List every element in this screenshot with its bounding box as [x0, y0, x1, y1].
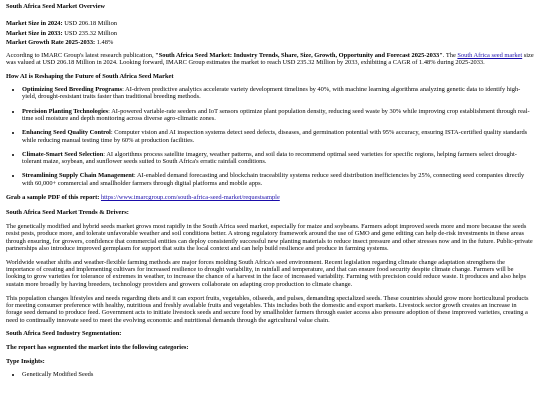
list-item: [22, 108, 534, 123]
intro-text: According to IMARC Group's latest research publication,: [6, 51, 156, 59]
segmentation-subheading: The report has segmented the market into the following categories:: [6, 344, 189, 352]
stat-value: USD 206.18 Million: [64, 20, 117, 28]
stat-label: Market Size in 2033:: [6, 29, 63, 37]
segmentation-heading: South Africa Seed Industry Segmentation:: [6, 330, 122, 338]
intro-paragraph: [6, 52, 534, 67]
ai-list: [6, 86, 534, 187]
market-link[interactable]: South Africa seed market: [457, 51, 523, 59]
stat-value: USD 235.32 Million: [64, 29, 117, 37]
list-item: [22, 86, 534, 101]
item-term: Climate-Smart Seed Selection: [22, 150, 104, 158]
list-item: [22, 129, 534, 144]
item-desc: : AI-enabled demand forecasting and blockchain traceability systems reduce seed distribution inefficiencies by 25%, connecting seed companies directly with 60,000+ commercial and smallholder farmers through digital platforms and mobile apps.: [22, 172, 525, 187]
type-insights-heading: Type Insights:: [6, 358, 45, 366]
list-item: [22, 151, 534, 166]
item-desc: : Computer vision and AI inspection systems detect seed defects, diseases, and germination potential with 95% accuracy, ensuring ISTA-certified quality standards while reducing manual testing time by 60% at production facilities.: [22, 129, 528, 144]
stat-growth-rate: [6, 39, 534, 52]
intro-text: . The: [442, 51, 458, 59]
type-list: [6, 371, 534, 378]
stat-market-size-2033: [6, 30, 534, 39]
list-item: [22, 172, 534, 187]
stat-label: Market Size in 2024:: [6, 20, 63, 28]
trends-paragraph: The genetically modified and hybrid seeds market grows most rapidly in the South Africa seed market, especially for maize and soybeans. Farmers adopt improved seeds more and more because the seeds resist pests, produce more, and tolerate unfavorable weather and soil conditions better. A strong regulatory framework around the use of GMO and gene editing can help de-risk investments in these areas through ensuring, for growers, confidence that commercial entities can deploy consistently successful new planting materials to reduce insect pressure and other stresses now and in the future. Public-private partnerships also introduce improved germplasm for support that suits the local context and can help build resilience and produce in farming systems.: [6, 222, 533, 252]
item-desc: : AI-powered variable-rate seeders and IoT sensors optimize plant population density, reducing seed waste by 30% while improving crop establishment through real-time soil moisture and depth monitoring across diverse agro-climatic zones.: [22, 107, 530, 122]
stat-value: 1.48%: [96, 38, 114, 46]
intro-text: size was valued at USD 206.18 Million in 2024. Looking forward, IMARC Group estimates the market to reach USD 235.32 Million by 2033, exhibiting a CAGR of 1.48% during 2025-2033.: [6, 51, 534, 66]
item-desc: : AI-driven predictive analytics accelerate variety development timelines by 40%, with machine learning algorithms analyzing genetic data to identify high-yield, drought-resistant traits faster than traditional breeding methods.: [22, 85, 521, 101]
item-term: Enhancing Seed Quality Control: [22, 129, 111, 137]
sample-pdf-link[interactable]: https://www.imarcgroup.com/south-africa-seed-market/requestsample: [100, 194, 280, 202]
list-item: • Genetically Modified Seeds: [22, 371, 534, 378]
page-title: South Africa Seed Market Overview: [6, 3, 106, 10]
item-term: Precision Planting Technologies: [22, 107, 109, 115]
item-desc: : AI algorithms process satellite imagery, weather patterns, and soil data to recommend optimal seed varieties for specific regions, helping farmers select drought-tolerant maize, soybean, and sunflower seeds suited to South Africa's erratic rainfall conditions.: [22, 150, 517, 166]
sample-pdf-line: [6, 194, 534, 202]
item-term: Streamlining Supply Chain Management: [22, 172, 134, 180]
ai-section-heading: How AI is Reshaping the Future of South Africa Seed Market: [6, 72, 174, 80]
item-term: Optimizing Seed Breeding Programs: [22, 85, 123, 93]
trends-paragraph: This population changes lifestyles and needs regarding diets and it can export fruits, vegetables, oilseeds, and pulses, demanding specialized seeds. These countries should grow more horticultural products for meeting consumer preference with healthy, nutritious and freshly available fruits and vegetables. This includes both the domestic and export markets. Livestock sector growth creates an increase in forage seed demand to produce feed. Government acts to initiate livestock seeds and secure food by smallholder farmers through easier access also pressure adoption of these improved varieties, creating a need to continually innovate seed to meet the evolving economic and nutritional demands through the agricultural value chain.: [6, 294, 529, 324]
stat-label: Market Growth Rate 2025-2033:: [6, 38, 96, 46]
sample-label: Grab a sample PDF of this report:: [6, 194, 101, 202]
stat-market-size-2024: [6, 20, 534, 29]
trends-heading: South Africa Seed Market Trends & Drivers:: [6, 208, 129, 216]
trends-paragraph: Worldwide weather shifts and weather-flexible farming methods are major forces molding South Africa's seed environment. Recent legislation regarding climate change adaptation strengthens the importance of creating and implementing cultivars for increased resilience to drought variability, in rainfall and temperature, and that can ensure food security despite climate change. Farmers will be looking to grow varieties for tolerance of extremes in weather, to increase the chance of a harvest in the face of increased variability. Farming with precision could reduce waste. It produces and also helps sustain more broadly by having breeders, technology providers and growers collaborate on adapting crop production to climate change.: [6, 258, 526, 288]
report-title: "South Africa Seed Market: Industry Trends, Share, Size, Growth, Opportunity and Forecast 2025-2033": [155, 51, 443, 59]
